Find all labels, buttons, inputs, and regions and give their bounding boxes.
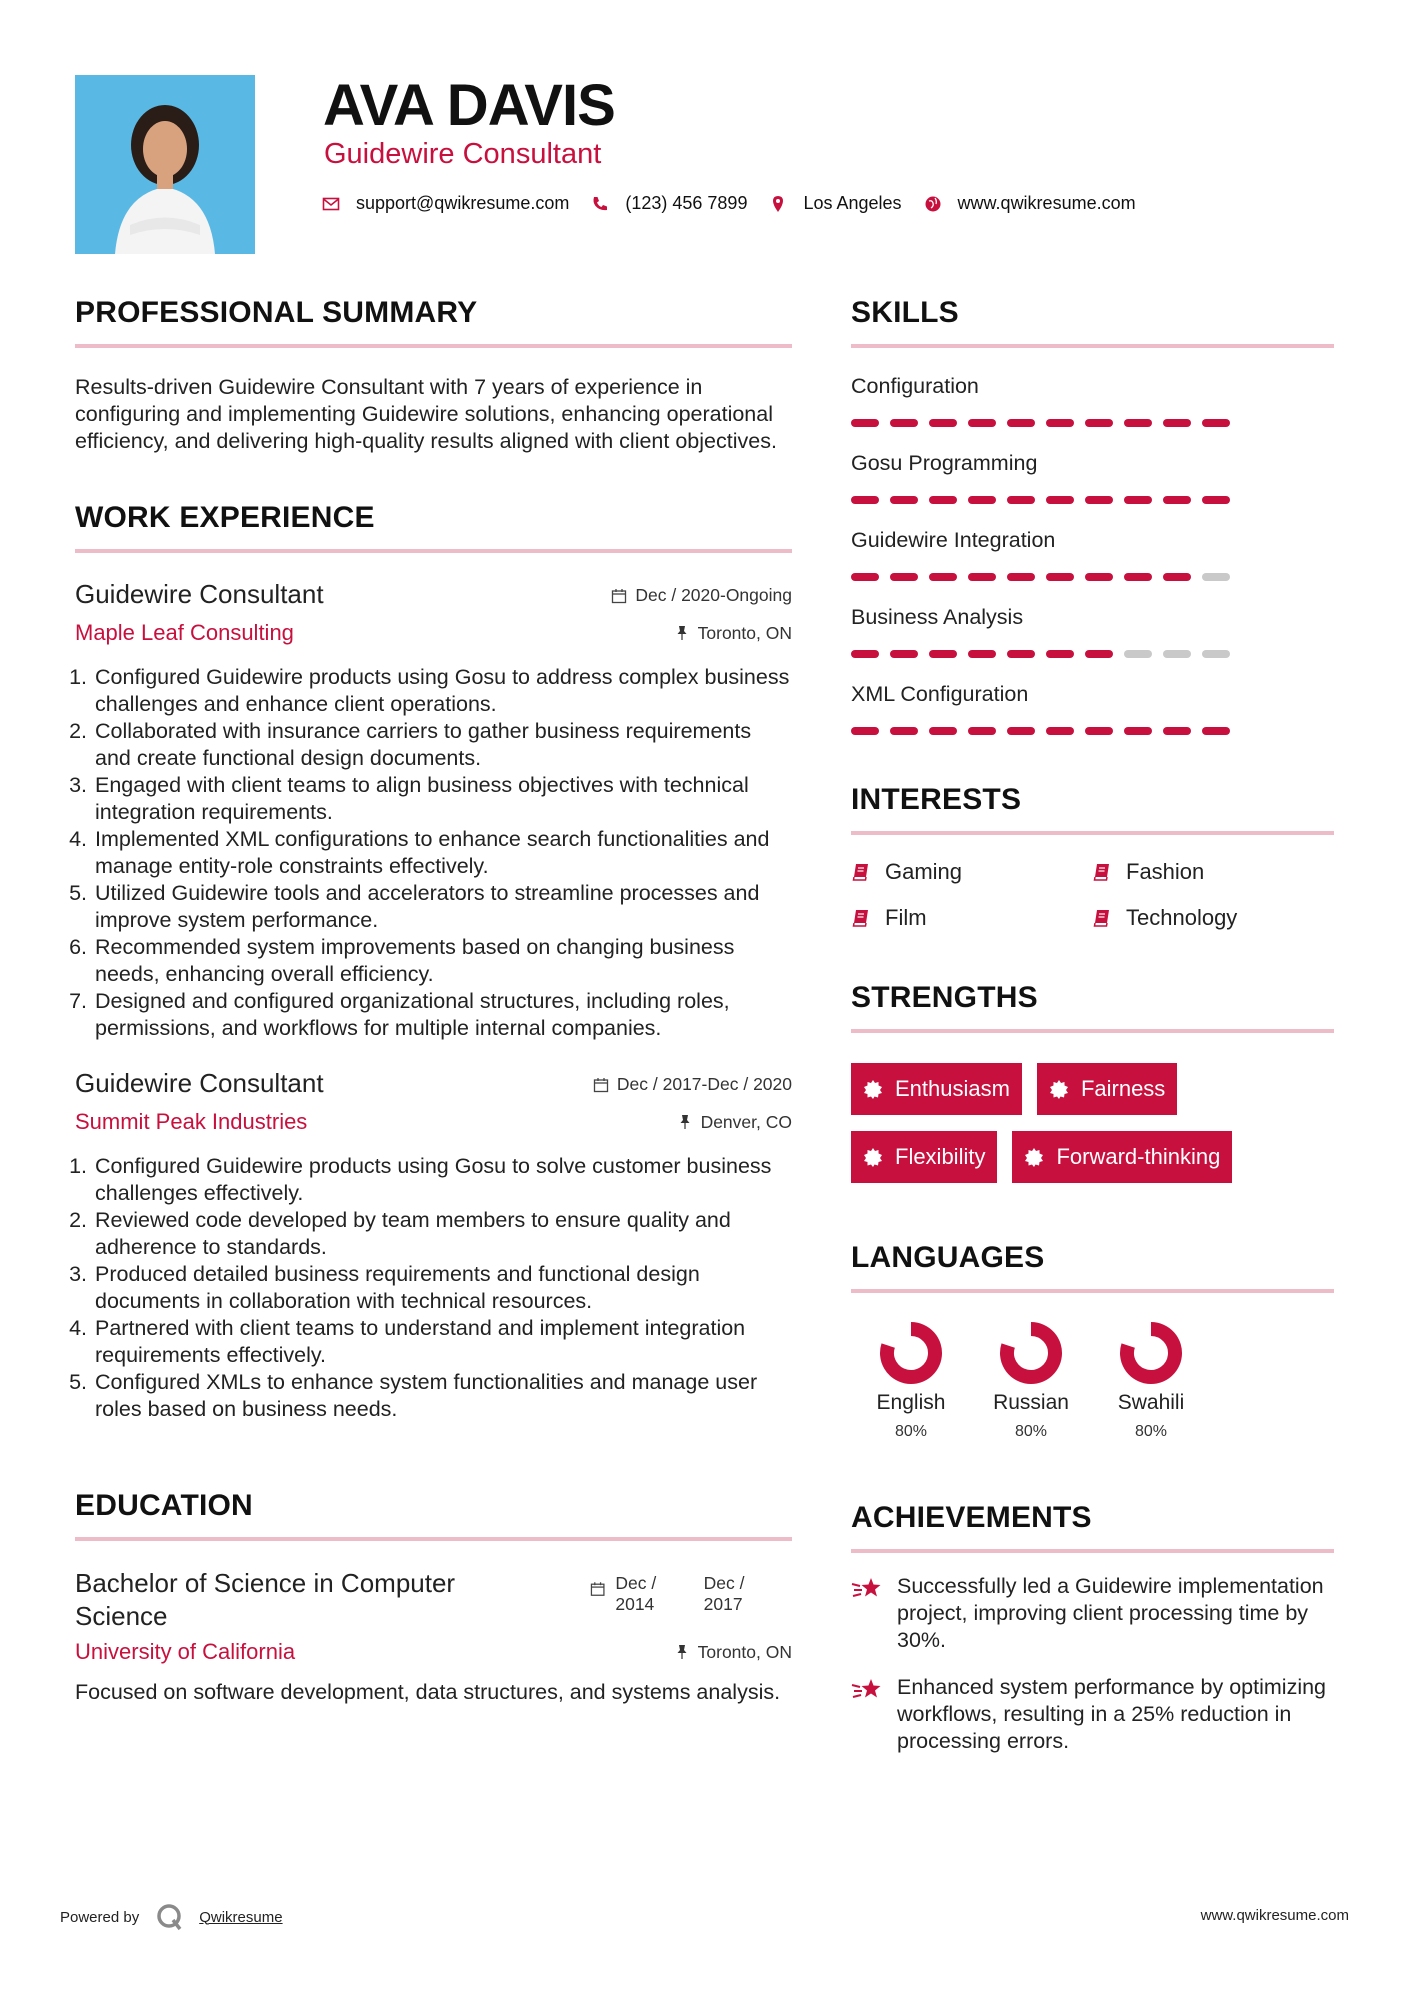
language-name: Russian	[993, 1391, 1069, 1414]
education-end	[704, 1573, 792, 1615]
pushpin-icon	[674, 1644, 690, 1660]
summary-text: Results-driven Guidewire Consultant with 7 years of experience in configuring and implementing Guidewire solutions, enhancing operational efficiency, and delivering high-quality results aligned with client objectives.	[75, 375, 777, 453]
candidate-name: AVA DAVIS	[323, 73, 615, 138]
skill-dot-filled	[1046, 727, 1074, 735]
job-dates-text: Dec / 2017-Dec / 2020	[616, 1074, 792, 1094]
achievement-item	[851, 1573, 1334, 1654]
education-heading: EDUCATION	[75, 1489, 792, 1541]
job-dates	[611, 585, 792, 606]
interest-label: Technology	[1126, 905, 1238, 930]
strength-badge	[1012, 1131, 1232, 1183]
list-item: 1. Configured Guidewire products using Gosu to solve customer business challenges effectively.	[93, 1153, 792, 1207]
achievement-item	[851, 1674, 1334, 1755]
strength-badge	[1037, 1063, 1177, 1115]
skills-list	[851, 374, 1334, 735]
interest-item	[1092, 905, 1333, 931]
strength-label: Fairness	[1080, 1076, 1166, 1101]
interest-label: Film	[885, 905, 927, 930]
skill-dot-filled	[968, 573, 996, 581]
badge-star-icon	[1024, 1147, 1044, 1167]
skill-name: Guidewire Integration	[851, 528, 1056, 552]
skill-dot-filled	[851, 573, 879, 581]
skill-dot-filled	[1007, 727, 1035, 735]
left-column	[75, 296, 792, 1706]
qwikresume-logo-icon	[155, 1902, 185, 1932]
skill-dot-filled	[1007, 496, 1035, 504]
language-progress-arc	[1127, 1329, 1175, 1377]
list-item: 6. Recommended system improvements based on changing business needs, enhancing overall efficiency.	[93, 934, 792, 988]
skill-dot-filled	[890, 727, 918, 735]
list-item: 1. Configured Guidewire products using Gosu to address complex business challenges and enhance client operations.	[93, 664, 792, 718]
skill-item	[851, 528, 1334, 581]
phone-text: (123) 456 7899	[625, 193, 748, 213]
list-item: 4. Partnered with client teams to understand and implement integration requirements effectively.	[93, 1315, 792, 1369]
skill-rating	[851, 650, 1334, 658]
skill-dot-filled	[1046, 496, 1074, 504]
interest-label: Fashion	[1126, 859, 1205, 884]
badge-star-icon	[863, 1079, 883, 1099]
skill-dot-filled	[1163, 496, 1191, 504]
skill-dot-filled	[1202, 727, 1230, 735]
skill-dot-filled	[1085, 496, 1113, 504]
skill-dot-empty	[1202, 650, 1230, 658]
skill-dot-filled	[851, 650, 879, 658]
end-month: Dec /	[703, 1573, 745, 1593]
contact-location	[769, 193, 901, 214]
skill-dot-filled	[1085, 727, 1113, 735]
language-progress-ring	[877, 1319, 945, 1387]
skill-dot-empty	[1163, 650, 1191, 658]
experience-heading: WORK EXPERIENCE	[75, 501, 792, 553]
skill-dot-filled	[1202, 419, 1230, 427]
location-text: Los Angeles	[803, 193, 902, 213]
skill-dot-filled	[1163, 727, 1191, 735]
skill-rating	[851, 496, 1334, 504]
strengths-heading: STRENGTHS	[851, 981, 1334, 1033]
candidate-title: Guidewire Consultant	[324, 138, 602, 170]
job-entry	[75, 1068, 792, 1423]
skill-dot-filled	[1007, 419, 1035, 427]
skill-dot-filled	[1085, 573, 1113, 581]
skill-dot-filled	[890, 650, 918, 658]
job-entry	[75, 579, 792, 1042]
languages-list	[851, 1319, 1334, 1441]
pushpin-icon	[674, 625, 690, 641]
job-bullets	[75, 1153, 792, 1423]
skill-dot-filled	[929, 573, 957, 581]
skill-dot-filled	[1163, 419, 1191, 427]
education-description: Focused on software development, data structures, and systems analysis.	[75, 1680, 781, 1704]
interest-item	[851, 905, 1092, 931]
company-name: Summit Peak Industries	[75, 1109, 308, 1134]
job-location	[677, 1112, 792, 1133]
shooting-star-icon	[851, 1575, 883, 1603]
list-item: 5. Utilized Guidewire tools and accelerators to streamline processes and improve system performance.	[93, 880, 792, 934]
strength-label: Forward-thinking	[1056, 1144, 1221, 1169]
language-progress-arc	[887, 1329, 935, 1377]
skill-dot-empty	[1202, 573, 1230, 581]
skill-dot-filled	[968, 727, 996, 735]
skill-dot-filled	[890, 419, 918, 427]
list-item: 2. Collaborated with insurance carriers to gather business requirements and create functional design documents.	[93, 718, 792, 772]
language-name: English	[876, 1391, 946, 1414]
strength-label: Flexibility	[895, 1144, 986, 1169]
skill-name: Gosu Programming	[851, 451, 1038, 475]
skill-dot-filled	[1124, 496, 1152, 504]
interest-item	[851, 859, 1092, 885]
job-location-text: Toronto, ON	[697, 622, 792, 643]
list-item: 5. Configured XMLs to enhance system functionalities and manage user roles based on business needs.	[93, 1369, 792, 1423]
skill-rating	[851, 573, 1334, 581]
skill-dot-filled	[851, 496, 879, 504]
start-month: Dec /	[615, 1573, 657, 1593]
language-item	[971, 1319, 1091, 1441]
map-pin-icon	[769, 195, 787, 213]
skill-dot-filled	[1046, 419, 1074, 427]
powered-by-text: Powered by	[60, 1908, 140, 1926]
book-icon	[1092, 908, 1112, 928]
contact-bar	[322, 193, 1158, 214]
skill-dot-filled	[1007, 650, 1035, 658]
education-dates	[590, 1573, 792, 1615]
language-item	[851, 1319, 971, 1441]
skill-dot-filled	[1202, 496, 1230, 504]
start-year: 2014	[615, 1594, 655, 1614]
interest-label: Gaming	[885, 859, 963, 884]
globe-icon	[924, 195, 942, 213]
education-start	[615, 1573, 703, 1615]
education-entry	[75, 1567, 792, 1633]
skill-dot-filled	[1046, 650, 1074, 658]
list-item: 7. Designed and configured organizational structures, including roles, permissions, and workflows for multiple internal companies.	[93, 988, 792, 1042]
skill-dot-filled	[1124, 727, 1152, 735]
languages-heading: LANGUAGES	[851, 1241, 1334, 1293]
skill-dot-filled	[1046, 573, 1074, 581]
skill-name: Business Analysis	[851, 605, 1024, 629]
language-percent: 80%	[894, 1423, 928, 1440]
calendar-icon	[590, 1581, 605, 1597]
skill-dot-filled	[1007, 573, 1035, 581]
skill-dot-filled	[851, 727, 879, 735]
strength-badge	[851, 1131, 997, 1183]
job-title: Guidewire Consultant	[75, 1068, 324, 1098]
right-column	[851, 296, 1334, 1755]
skill-dot-filled	[929, 419, 957, 427]
skill-dot-filled	[929, 650, 957, 658]
list-item: 3. Engaged with client teams to align business objectives with technical integration requirements.	[93, 772, 792, 826]
badge-star-icon	[863, 1147, 883, 1167]
calendar-icon	[593, 1077, 609, 1093]
skill-dot-filled	[1124, 419, 1152, 427]
contact-phone[interactable]	[591, 193, 747, 214]
language-percent: 80%	[1014, 1423, 1048, 1440]
skill-rating	[851, 727, 1334, 735]
language-percent: 80%	[1134, 1423, 1168, 1440]
skill-dot-filled	[929, 496, 957, 504]
achievements-list	[851, 1573, 1334, 1755]
education-location	[674, 1642, 792, 1663]
school-name: University of California	[75, 1639, 296, 1664]
skill-item	[851, 682, 1334, 735]
envelope-icon	[322, 195, 340, 213]
strengths-list	[851, 1063, 1334, 1199]
pushpin-icon	[677, 1114, 693, 1130]
strength-badge	[851, 1063, 1022, 1115]
skill-dot-filled	[851, 419, 879, 427]
contact-website[interactable]	[924, 193, 1136, 214]
job-location	[674, 623, 792, 644]
website-text: www.qwikresume.com	[957, 193, 1136, 213]
skill-dot-filled	[890, 496, 918, 504]
book-icon	[851, 908, 871, 928]
language-progress-arc	[1007, 1329, 1055, 1377]
list-item: 4. Implemented XML configurations to enhance search functionalities and manage entity-role constraints effectively.	[93, 826, 792, 880]
email-text: support@qwikresume.com	[356, 193, 570, 213]
skill-dot-filled	[890, 573, 918, 581]
list-item: 2. Reviewed code developed by team members to ensure quality and adherence to standards.	[93, 1207, 792, 1261]
skill-rating	[851, 419, 1334, 427]
list-item: 3. Produced detailed business requirements and functional design documents in collaboration with technical resources.	[93, 1261, 792, 1315]
book-icon	[1092, 862, 1112, 882]
job-bullets	[75, 664, 792, 1042]
job-title: Guidewire Consultant	[75, 579, 324, 609]
language-progress-ring	[1117, 1319, 1185, 1387]
contact-email[interactable]	[322, 193, 569, 214]
skill-name: XML Configuration	[851, 682, 1029, 706]
skill-dot-filled	[1124, 573, 1152, 581]
language-name: Swahili	[1117, 1391, 1185, 1414]
achievement-text: Enhanced system performance by optimizing workflows, resulting in a 25% reduction in processing errors.	[897, 1675, 1327, 1753]
degree-title: Bachelor of Science in Computer Science	[75, 1568, 456, 1631]
footer-website[interactable]: www.qwikresume.com	[1200, 1907, 1349, 1924]
skill-dot-empty	[1124, 650, 1152, 658]
badge-star-icon	[1049, 1079, 1069, 1099]
skill-item	[851, 451, 1334, 504]
skill-dot-filled	[1085, 650, 1113, 658]
skill-dot-filled	[968, 419, 996, 427]
skill-name: Configuration	[851, 374, 979, 398]
company-name: Maple Leaf Consulting	[75, 620, 294, 645]
language-item	[1091, 1319, 1211, 1441]
skill-item	[851, 605, 1334, 658]
strength-label: Enthusiasm	[895, 1076, 1010, 1101]
summary-heading: PROFESSIONAL SUMMARY	[75, 296, 792, 348]
achievement-text: Successfully led a Guidewire implementation project, improving client processing time by 30%.	[897, 1574, 1324, 1652]
achievements-heading: ACHIEVEMENTS	[851, 1501, 1334, 1553]
interests-heading: INTERESTS	[851, 783, 1334, 835]
profile-photo	[75, 75, 255, 254]
book-icon	[851, 862, 871, 882]
phone-icon	[591, 195, 609, 213]
brand-link[interactable]: Qwikresume	[199, 1908, 283, 1926]
skills-heading: SKILLS	[851, 296, 1334, 348]
skill-dot-filled	[968, 496, 996, 504]
skill-dot-filled	[1085, 419, 1113, 427]
footer-powered-by	[60, 1902, 283, 1932]
skill-item	[851, 374, 1334, 427]
end-year: 2017	[703, 1594, 743, 1614]
job-location-text: Denver, CO	[700, 1111, 792, 1132]
language-progress-ring	[997, 1319, 1065, 1387]
interest-item	[1092, 859, 1333, 885]
job-dates-text: Dec / 2020-Ongoing	[635, 585, 792, 605]
skill-dot-filled	[1163, 573, 1191, 581]
calendar-icon	[611, 588, 627, 604]
interests-list	[851, 859, 1334, 931]
job-dates	[593, 1074, 792, 1095]
skill-dot-filled	[929, 727, 957, 735]
skill-dot-filled	[968, 650, 996, 658]
shooting-star-icon	[851, 1676, 883, 1704]
education-location-text: Toronto, ON	[697, 1641, 792, 1662]
